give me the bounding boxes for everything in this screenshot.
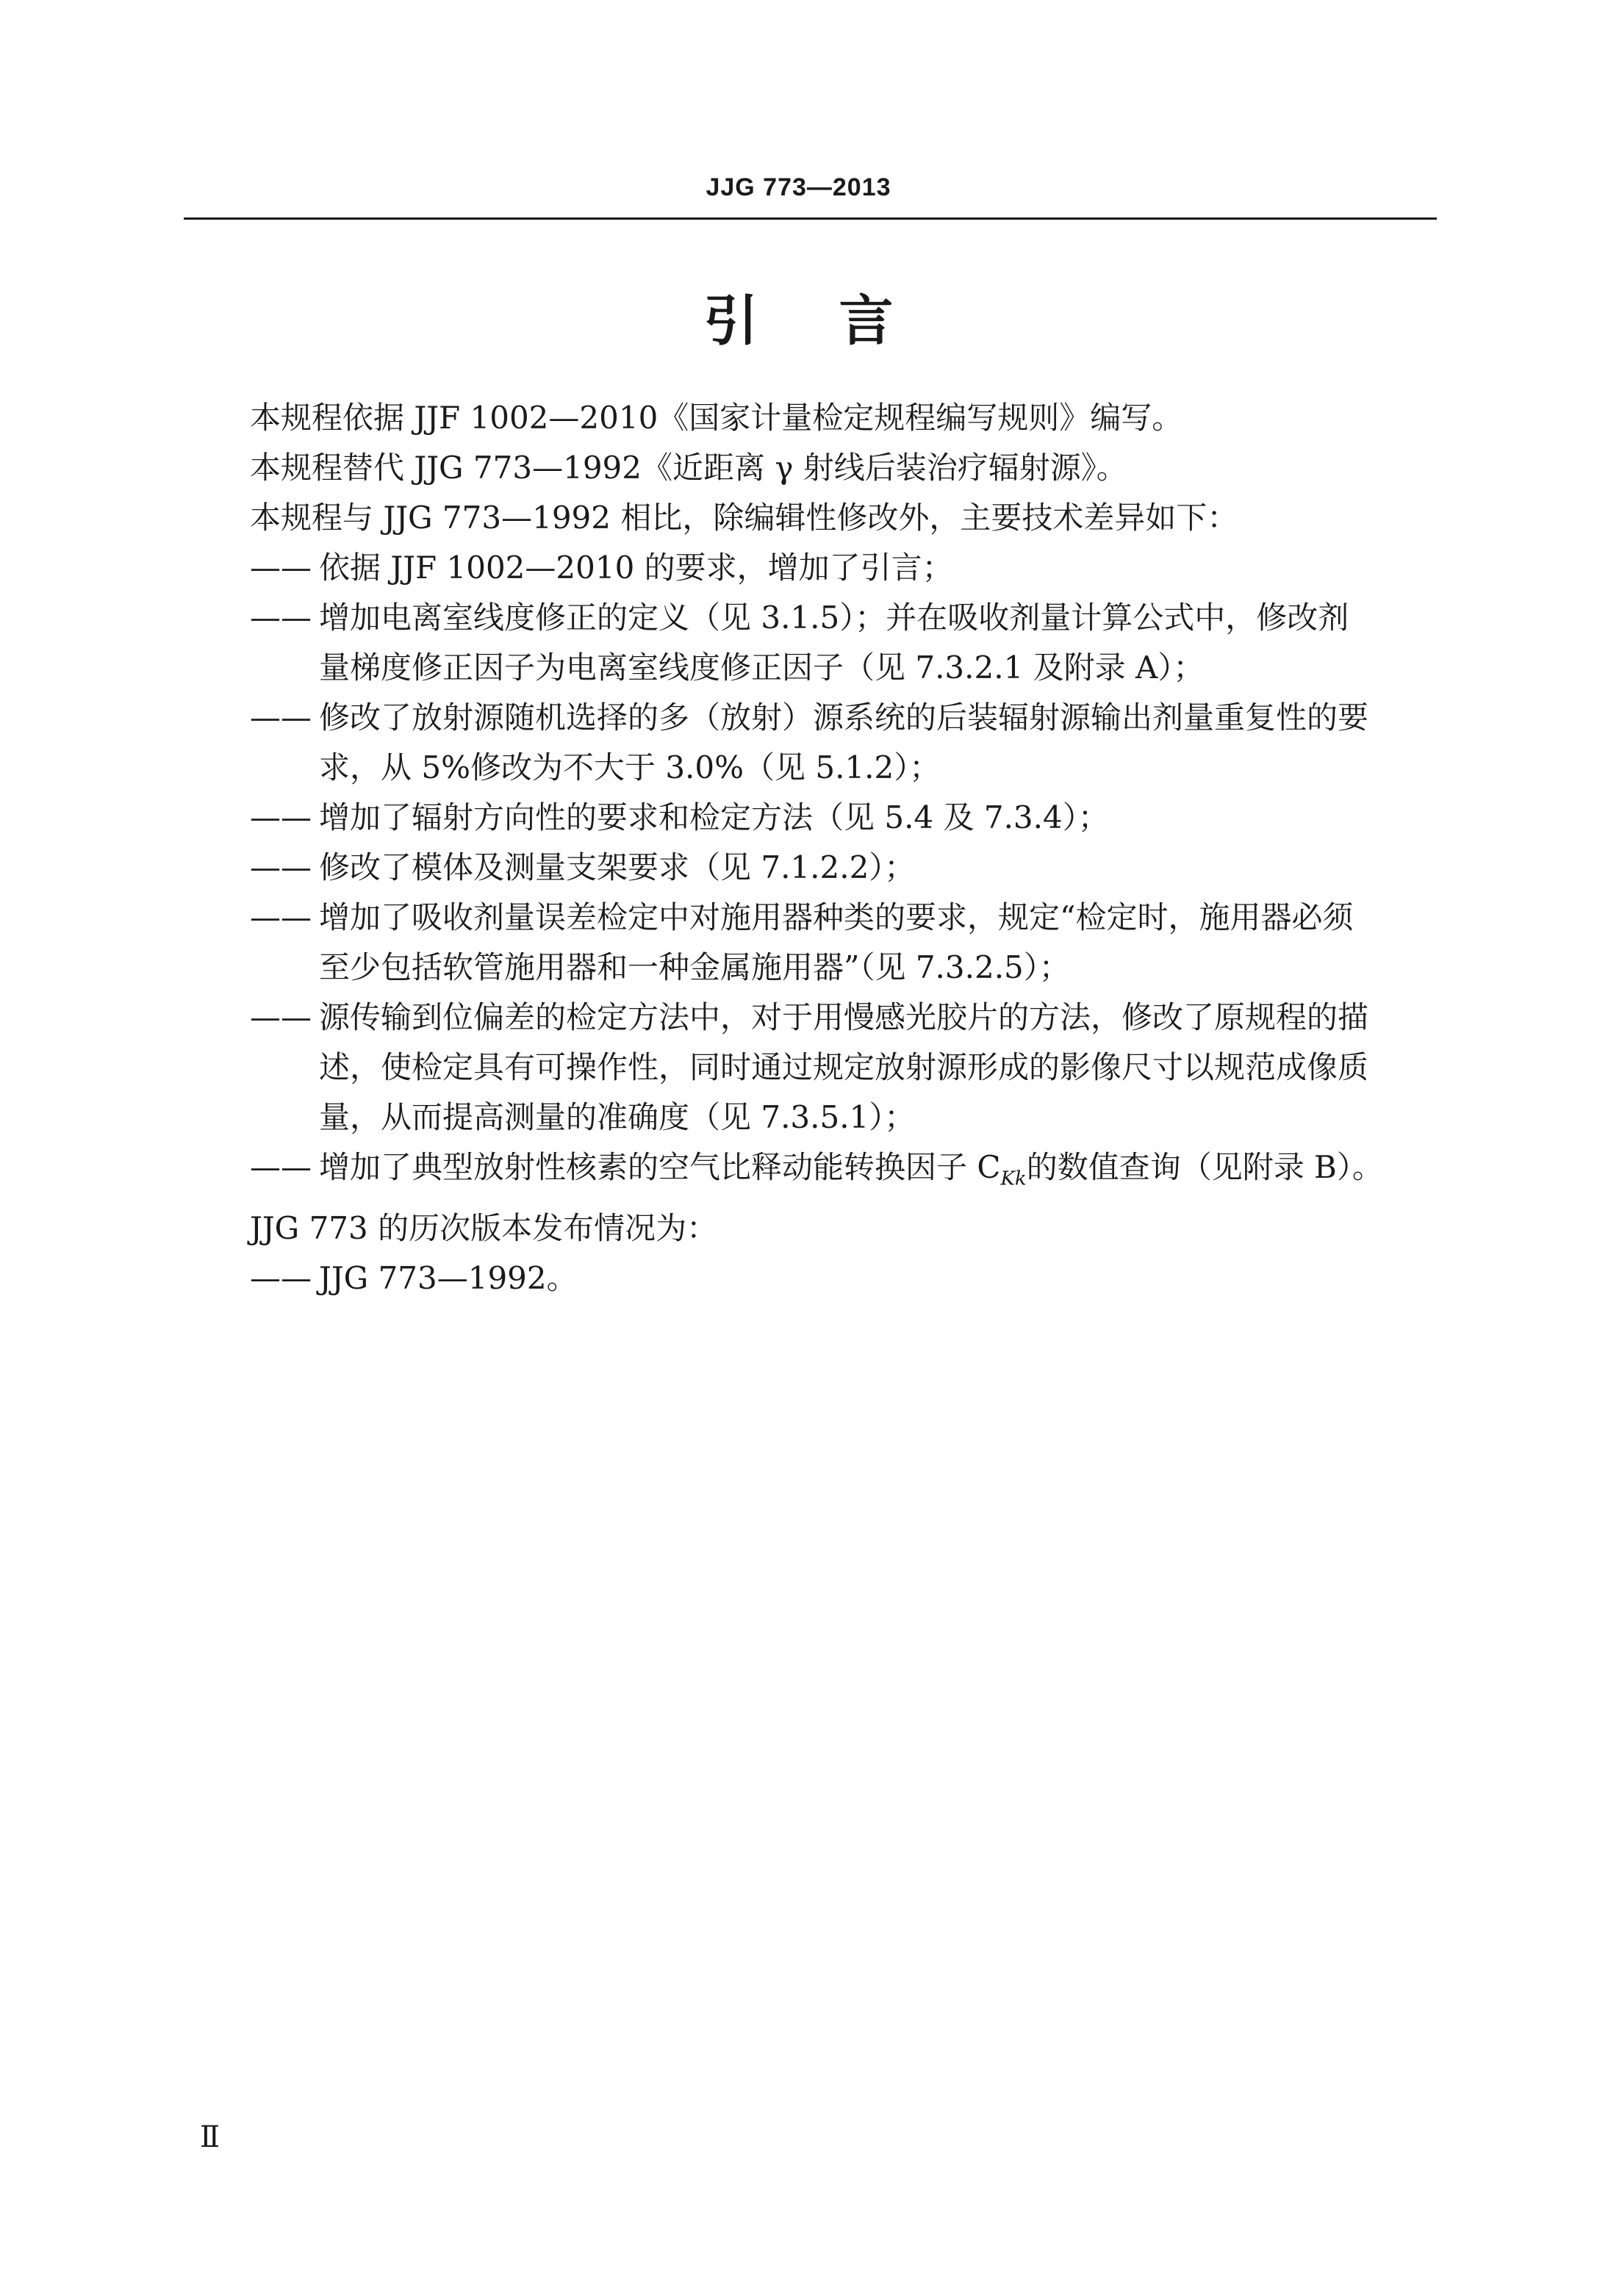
list-item [250,593,1440,693]
list-item-text: 求，从 5%修改为不大于 3.0%（见 5.1.2）； [319,749,941,785]
list-item [250,793,1440,843]
list-item-text: 量，从而提高测量的准确度（见 7.3.5.1）； [319,1099,916,1135]
list-item-text: 依据 JJF 1002—2010 的要求，增加了引言； [319,550,953,586]
dash-marker: —— [250,550,312,586]
header-divider [184,217,1437,220]
paragraph-replaces: 本规程替代 JJG 773—1992《近距离 γ 射线后装治疗辐射源》。 [250,450,1127,486]
list-item-text: 的数值查询（见附录 B）。 [1026,1149,1383,1185]
list-item [250,843,1440,893]
list-item-text: 增加了典型放射性核素的空气比释动能转换因子 C [319,1149,1001,1185]
page-title: 引言 [703,289,975,353]
list-item [250,993,1440,1142]
dash-marker: —— [250,999,312,1035]
list-item [250,1142,1440,1203]
dash-marker: —— [250,699,312,735]
list-item-text: 源传输到位偏差的检定方法中，对于用慢感光胶片的方法，修改了原规程的描 [319,999,1369,1035]
list-item-text: 修改了放射源随机选择的多（放射）源系统的后装辐射源输出剂量重复性的要 [319,699,1369,735]
dash-marker: —— [250,849,312,885]
dash-marker: —— [250,1149,312,1185]
list-item-text: 增加电离室线度修正的定义（见 3.1.5）；并在吸收剂量计算公式中，修改剂 [319,600,1349,636]
list-item-text: 量梯度修正因子为电离室线度修正因子（见 7.3.2.1 及附录 A）； [319,649,1205,685]
page-number: Ⅱ [200,2120,220,2154]
list-item-text: 述，使检定具有可操作性，同时通过规定放射源形成的影像尺寸以规范成像质 [319,1049,1369,1085]
list-item-text: 增加了吸收剂量误差检定中对施用器种类的要求，规定“检定时，施用器必须 [319,899,1354,935]
list-item [250,893,1440,993]
subscript-kk: Kk [1000,1167,1027,1190]
list-item [250,1253,1440,1303]
list-item-text: 至少包括软管施用器和一种金属施用器”（见 7.3.2.5）； [319,949,1070,985]
document-body [250,393,1440,1303]
dash-marker: —— [250,600,312,636]
list-item-text-conversion-factor [319,1142,1440,1203]
paragraph-differences: 本规程与 JJG 773—1992 相比，除编辑性修改外，主要技术差异如下： [250,500,1238,536]
list-item [250,543,1440,593]
dash-marker: —— [250,1260,312,1297]
list-item-text: 增加了辐射方向性的要求和检定方法（见 5.4 及 7.3.4）； [319,799,1109,835]
list-item-text: 修改了模体及测量支架要求（见 7.1.2.2）； [319,849,916,885]
dash-marker: —— [250,799,312,835]
standard-code-header: JJG 773—2013 [706,173,891,201]
history-heading: JJG 773 的历次版本发布情况为： [250,1210,718,1247]
list-item [250,693,1440,793]
paragraph-basis: 本规程依据 JJF 1002—2010《国家计量检定规程编写规则》编写。 [250,400,1183,436]
dash-marker: —— [250,899,312,935]
history-entry: JJG 773—1992。 [319,1260,578,1297]
